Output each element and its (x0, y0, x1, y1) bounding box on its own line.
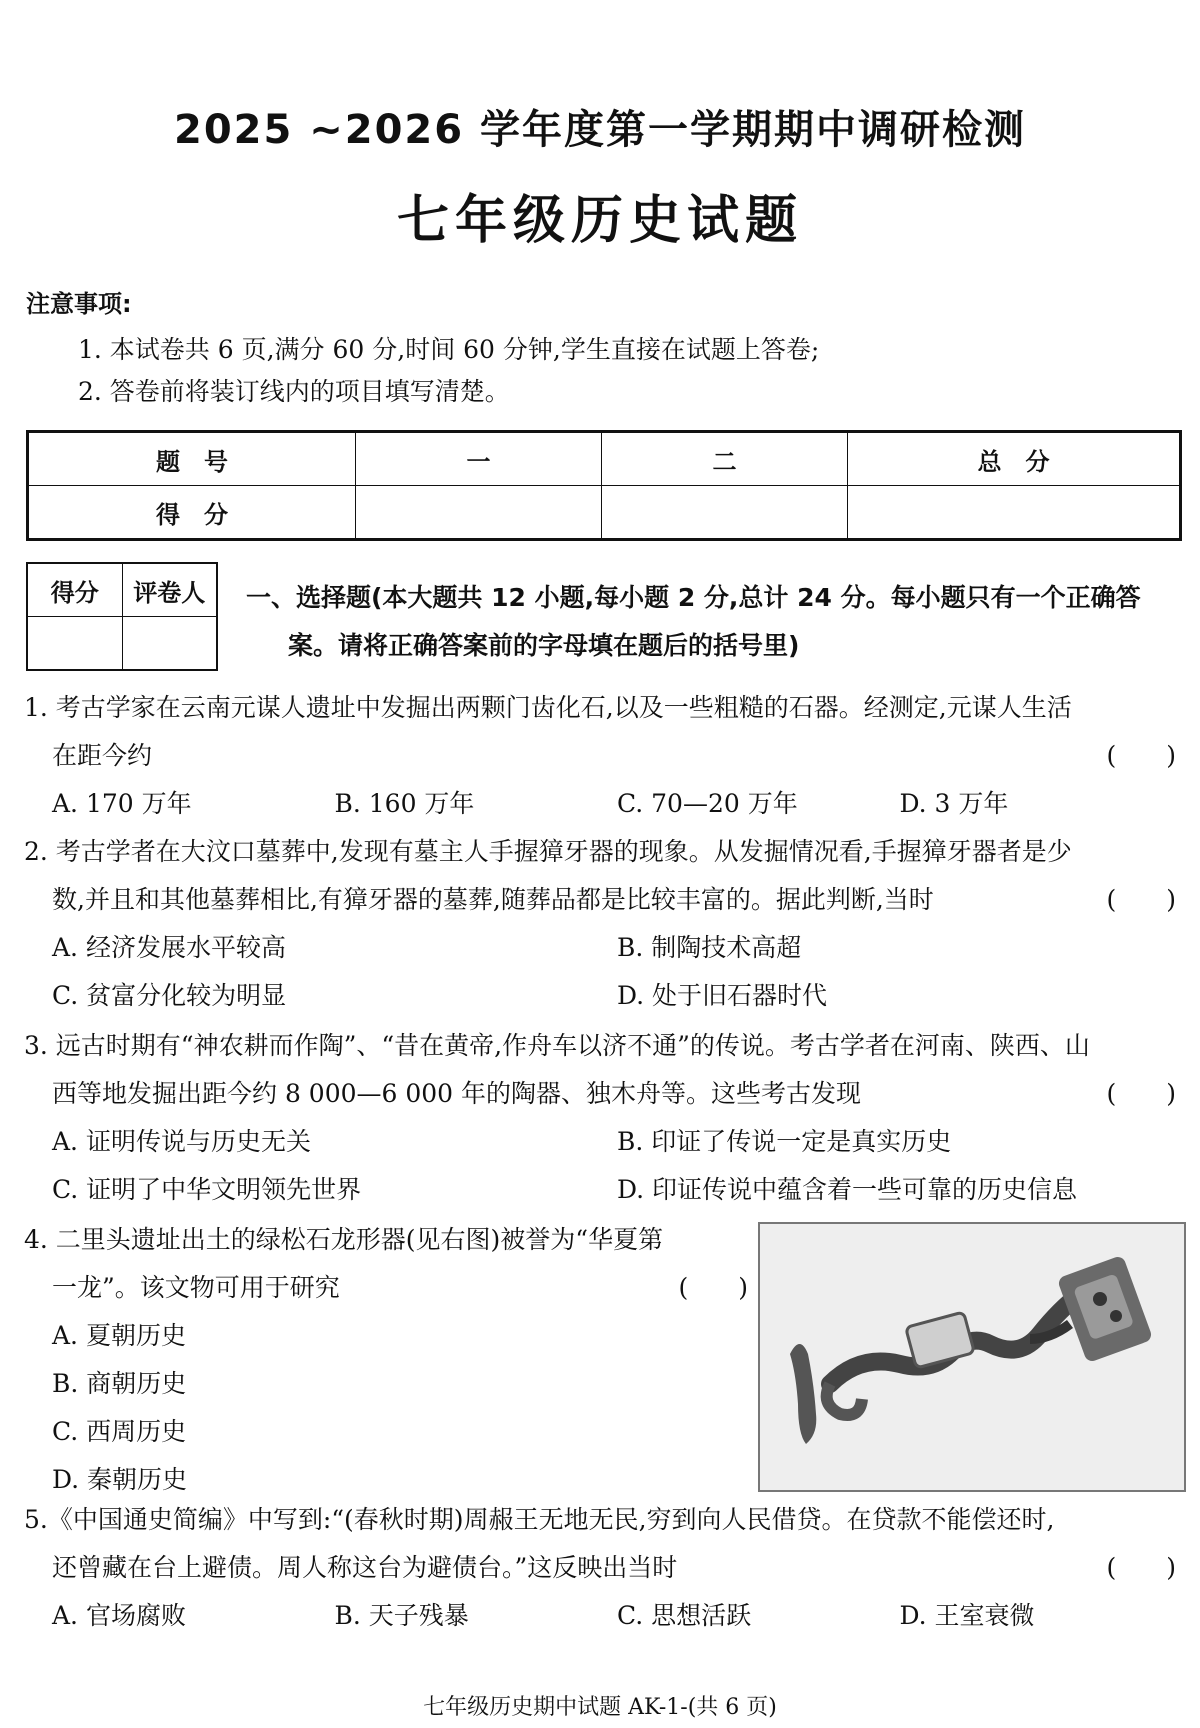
grader-score-label: 得分 (27, 563, 122, 617)
options (24, 972, 1182, 1020)
options (24, 924, 1182, 972)
exam-subtitle: 七年级历史试题 (396, 191, 803, 251)
option-c[interactable]: C. 证明了中华文明领先世界 (52, 1175, 362, 1204)
option-d[interactable]: D. 处于旧石器时代 (617, 981, 828, 1010)
score-row-label: 得 分 (28, 486, 356, 540)
option-b[interactable]: B. 天子残暴 (334, 1601, 469, 1630)
grader-name-cell[interactable] (122, 617, 217, 671)
question-stem: 2. 考古学者在大汶口墓葬中,发现有墓主人手握獐牙器的现象。从发掘情况看,手握獐牙器者是少 (24, 837, 1072, 866)
exam-title: 2025 ~2026 学年度第一学期期中调研检测 (173, 107, 1027, 153)
score-cell-total[interactable] (848, 486, 1181, 540)
option-a[interactable]: A. 官场腐败 (52, 1601, 186, 1630)
section-heading-line1: 一、选择题(本大题共 12 小题,每小题 2 分,总计 24 分。每小题只有一个正确答 (246, 583, 1141, 612)
score-header-total: 总 分 (848, 432, 1181, 486)
option-b[interactable]: B. 商朝历史 (52, 1369, 187, 1398)
question-stem: 4. 二里头遗址出土的绿松石龙形器(见右图)被誉为“华夏第 (24, 1225, 664, 1254)
option-d[interactable]: D. 印证传说中蕴含着一些可靠的历史信息 (617, 1175, 1078, 1204)
section-heading-line2: 案。请将正确答案前的字母填在题后的括号里) (288, 631, 800, 660)
score-header-part-2: 二 (602, 432, 848, 486)
score-table (26, 430, 1182, 541)
score-cell-part-1[interactable] (356, 486, 602, 540)
page-footer: 七年级历史期中试题 AK-1-(共 6 页) (423, 1695, 777, 1720)
score-header-question-number: 题 号 (28, 432, 356, 486)
question-1 (24, 684, 1182, 828)
answer-paren[interactable]: ( ) (1106, 741, 1176, 770)
option-c[interactable]: C. 思想活跃 (617, 1601, 752, 1630)
turquoise-dragon-artifact-image (758, 1222, 1186, 1492)
options (24, 1166, 1182, 1214)
option-c[interactable]: C. 西周历史 (52, 1417, 187, 1446)
option-b[interactable]: B. 印证了传说一定是真实历史 (617, 1127, 952, 1156)
question-stem: 3. 远古时期有“神农耕而作陶”、“昔在黄帝,作舟车以济不通”的传说。考古学者在河南、陕西、山 (24, 1031, 1090, 1060)
question-2 (24, 828, 1182, 1020)
option-a[interactable]: A. 证明传说与历史无关 (52, 1127, 311, 1156)
answer-paren[interactable]: ( ) (1106, 1553, 1176, 1582)
option-d[interactable]: D. 王室衰微 (899, 1601, 1035, 1630)
question-stem-cont: 数,并且和其他墓葬相比,有獐牙器的墓葬,随葬品都是比较丰富的。据此判断,当时 ( ) (24, 876, 1182, 924)
grader-name-label: 评卷人 (122, 563, 217, 617)
answer-paren[interactable]: ( ) (678, 1273, 748, 1302)
option-a[interactable]: A. 170 万年 (52, 789, 192, 818)
options (24, 780, 1182, 828)
question-stem: 1. 考古学家在云南元谋人遗址中发掘出两颗门齿化石,以及一些粗糙的石器。经测定,元谋人生活 (24, 693, 1072, 722)
notice-item: 2. 答卷前将装订线内的项目填写清楚。 (78, 377, 510, 406)
option-c[interactable]: C. 贫富分化较为明显 (52, 981, 287, 1010)
question-4 (24, 1216, 754, 1504)
option-c[interactable]: C. 70—20 万年 (617, 789, 798, 818)
score-header-part-1: 一 (356, 432, 602, 486)
notice-item: 1. 本试卷共 6 页,满分 60 分,时间 60 分钟,学生直接在试题上答卷; (78, 335, 820, 364)
options (24, 1118, 1182, 1166)
notice-heading: 注意事项: (26, 290, 132, 318)
grader-score-cell[interactable] (27, 617, 122, 671)
question-stem-cont: 在距今约 ( ) (24, 732, 1182, 780)
option-b[interactable]: B. 制陶技术高超 (617, 933, 802, 962)
question-stem: 5.《中国通史简编》中写到:“(春秋时期)周赧王无地无民,穷到向人民借贷。在贷款不能偿还时, (24, 1505, 1055, 1534)
option-b[interactable]: B. 160 万年 (334, 789, 475, 818)
score-cell-part-2[interactable] (602, 486, 848, 540)
section-heading (246, 574, 1186, 670)
answer-paren[interactable]: ( ) (1106, 885, 1176, 914)
option-a[interactable]: A. 夏朝历史 (52, 1321, 186, 1350)
option-a[interactable]: A. 经济发展水平较高 (52, 933, 286, 962)
question-stem-cont: 西等地发掘出距今约 8 000—6 000 年的陶器、独木舟等。这些考古发现 ( ) (24, 1070, 1182, 1118)
options (24, 1592, 1182, 1640)
grader-box (26, 562, 218, 671)
question-3 (24, 1022, 1182, 1214)
option-d[interactable]: D. 秦朝历史 (52, 1465, 188, 1494)
question-stem-cont: 还曾藏在台上避债。周人称这台为避债台。”这反映出当时 ( ) (24, 1544, 1182, 1592)
answer-paren[interactable]: ( ) (1106, 1079, 1176, 1108)
option-d[interactable]: D. 3 万年 (899, 789, 1009, 818)
dragon-artifact-drawing (760, 1224, 1184, 1490)
question-stem-cont: 一龙”。该文物可用于研究 ( ) (24, 1264, 754, 1312)
question-5 (24, 1496, 1182, 1640)
